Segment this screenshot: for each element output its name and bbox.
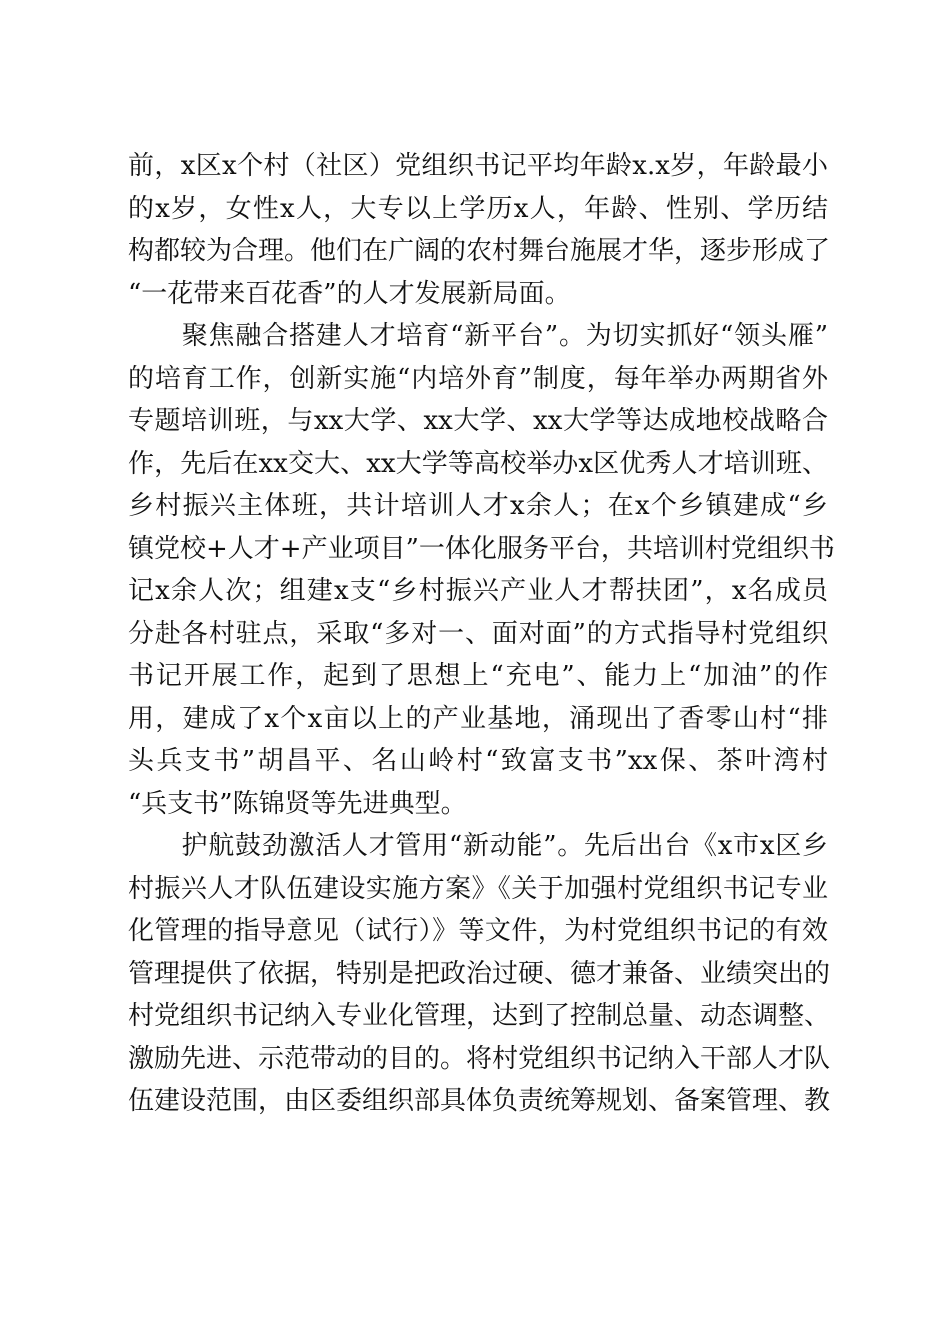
text-line: 的培育工作，创新实施“内培外育”制度，每年举办两期省外 bbox=[128, 363, 828, 394]
document-body bbox=[128, 145, 835, 1123]
text-line: 村党组织书记纳入专业化管理，达到了控制总量、动态调整、 bbox=[128, 1001, 831, 1031]
text-line: 聚焦融合搭建人才培育“新平台”。为切实抓好“领头雁” bbox=[128, 321, 828, 351]
paragraph-3 bbox=[128, 825, 831, 1123]
text-line: 的x岁，女性x人，大专以上学历x人，年龄、性别、学历结 bbox=[128, 193, 828, 224]
text-line: 专题培训班，与xx大学、xx大学、xx大学等达成地校战略合 bbox=[128, 406, 828, 436]
text-line: 管理提供了依据，特别是把政治过硬、德才兼备、业绩突出的 bbox=[128, 958, 831, 989]
text-line: 构都较为合理。他们在广阔的农村舞台施展才华，逐步形成了 bbox=[128, 236, 831, 266]
text-line: 作，先后在xx交大、xx大学等高校举办x区优秀人才培训班、 bbox=[128, 448, 828, 479]
text-line: 书记开展工作，起到了思想上“充电”、能力上“加油”的作 bbox=[128, 661, 828, 691]
text-line: 镇党校+人才+产业项目”一体化服务平台，共培训村党组织书 bbox=[128, 533, 835, 564]
text-line: “兵支书”陈锦贤等先进典型。 bbox=[128, 788, 467, 819]
text-line: 村振兴人才队伍建设实施方案》《关于加强村党组织书记专业 bbox=[128, 873, 828, 904]
text-line: 激励先进、示范带动的目的。将村党组织书记纳入干部人才队 bbox=[128, 1043, 831, 1074]
text-line: “一花带来百花香”的人才发展新局面。 bbox=[128, 278, 571, 309]
text-line: 伍建设范围，由区委组织部具体负责统筹规划、备案管理、教 bbox=[128, 1086, 831, 1116]
text-line: 前，x区x个村（社区）党组织书记平均年龄x.x岁，年龄最小 bbox=[128, 151, 828, 181]
text-line: 用，建成了x个x亩以上的产业基地，涌现出了香零山村“排 bbox=[128, 703, 828, 734]
text-line: 记x余人次；组建x支“乡村振兴产业人才帮扶团”，x名成员 bbox=[128, 576, 828, 606]
paragraph-1 bbox=[128, 145, 831, 315]
text-line: 乡村振兴主体班，共计培训人才x余人；在x个乡镇建成“乡 bbox=[128, 491, 828, 521]
paragraph-2 bbox=[128, 315, 835, 825]
text-line: 分赴各村驻点，采取“多对一、面对面”的方式指导村党组织 bbox=[128, 618, 828, 649]
text-line: 护航鼓劲激活人才管用“新动能”。先后出台《x市x区乡 bbox=[128, 831, 828, 861]
text-line: 头兵支书”胡昌平、名山岭村“致富支书”xx保、茶叶湾村 bbox=[128, 746, 828, 776]
text-line: 化管理的指导意见（试行）》等文件，为村党组织书记的有效 bbox=[128, 916, 828, 946]
